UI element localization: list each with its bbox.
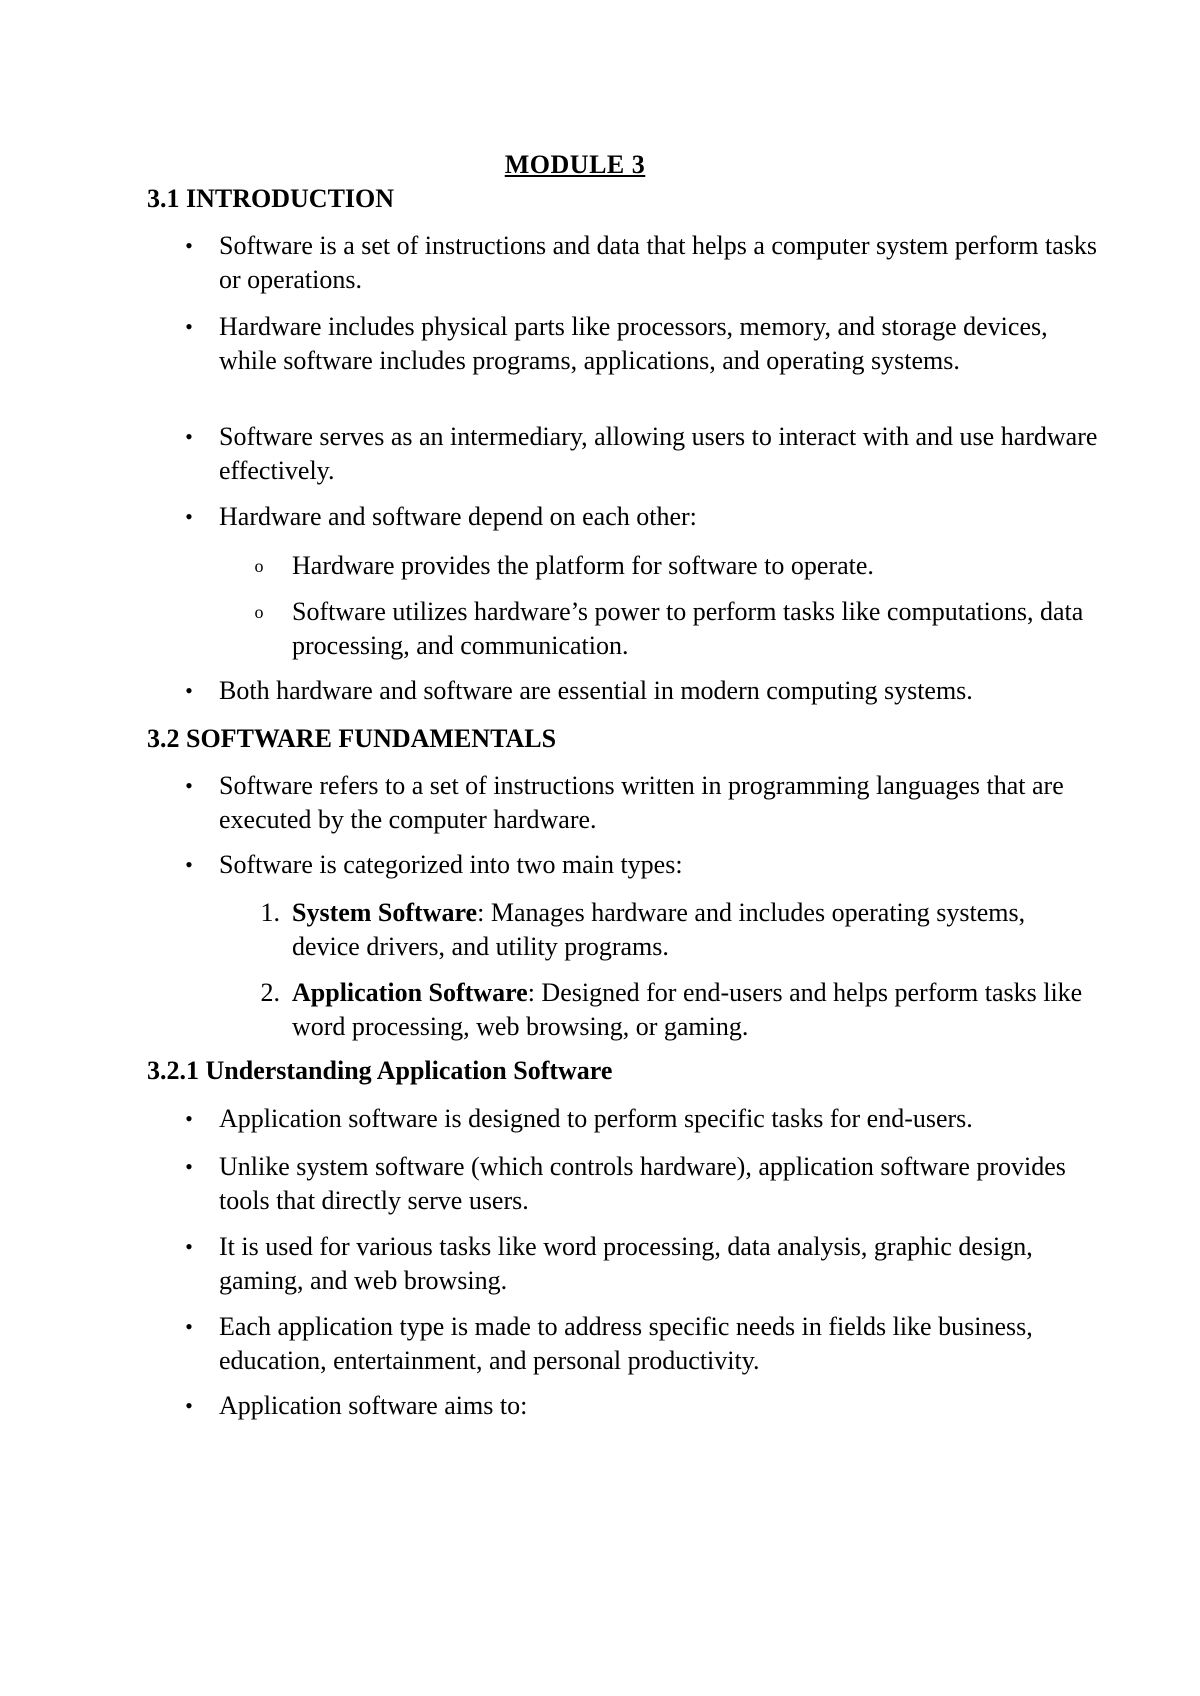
list-item: Each application type is made to address specific needs in fields like business, education, entertainment, and personal productivity. [219,1312,1033,1375]
list-number: 2. [260,978,280,1007]
list-item: Both hardware and software are essential in modern computing systems. [219,676,973,705]
page-title: MODULE 3 [504,150,646,179]
list-item: It is used for various tasks like word processing, data analysis, graphic design, gaming, and web browsing. [219,1232,1033,1295]
list-item: Hardware and software depend on each other: [219,502,697,531]
section-heading-understanding-application-software: 3.2.1 Understanding Application Software [147,1056,613,1085]
sub-list-item: Software utilizes hardware’s power to perform tasks like computations, data processing, and communication. [292,597,1084,660]
sub-bullet-icon: o [254,556,264,576]
section-heading-introduction: 3.1 INTRODUCTION [147,184,395,213]
bullet-icon: • [185,1154,193,1179]
sub-list-item: Hardware provides the platform for software to operate. [292,551,874,580]
term-description: : Designed for end-users and helps perform tasks like word processing, web browsing, or gaming. [292,978,1083,1041]
term-application-software: Application Software [292,978,528,1007]
bullet-icon: • [185,424,193,449]
bullet-icon: • [185,852,193,877]
bullet-icon: • [185,1234,193,1259]
list-number: 1. [260,898,280,927]
list-item: Unlike system software (which controls hardware), application software provides tools that directly serve users. [219,1152,1066,1215]
list-item: Hardware includes physical parts like processors, memory, and storage devices, while software includes programs, applications, and operating systems. [219,312,1048,375]
section-heading-software-fundamentals: 3.2 SOFTWARE FUNDAMENTALS [147,724,557,753]
list-item: Application software is designed to perform specific tasks for end-users. [219,1104,973,1133]
bullet-icon: • [185,1314,193,1339]
bullet-icon: • [185,1393,193,1418]
numbered-list-item [292,976,1092,1044]
term-system-software: System Software [292,898,478,927]
term-description: : Manages hardware and includes operating systems, device drivers, and utility programs. [292,898,1026,961]
list-item: Software refers to a set of instructions written in programming languages that are executed by the computer hardware. [219,771,1064,834]
bullet-icon: • [185,314,193,339]
bullet-icon: • [185,773,193,798]
bullet-icon: • [185,504,193,529]
bullet-icon: • [185,678,193,703]
bullet-icon: • [185,233,193,258]
bullet-icon: • [185,1106,193,1131]
list-item: Application software aims to: [219,1391,528,1420]
numbered-list-item [292,896,1092,964]
list-item: Software is categorized into two main types: [219,850,683,879]
list-item: Software serves as an intermediary, allowing users to interact with and use hardware effectively. [219,422,1098,485]
sub-bullet-icon: o [254,602,264,622]
list-item: Software is a set of instructions and data that helps a computer system perform tasks or operations. [219,231,1098,294]
